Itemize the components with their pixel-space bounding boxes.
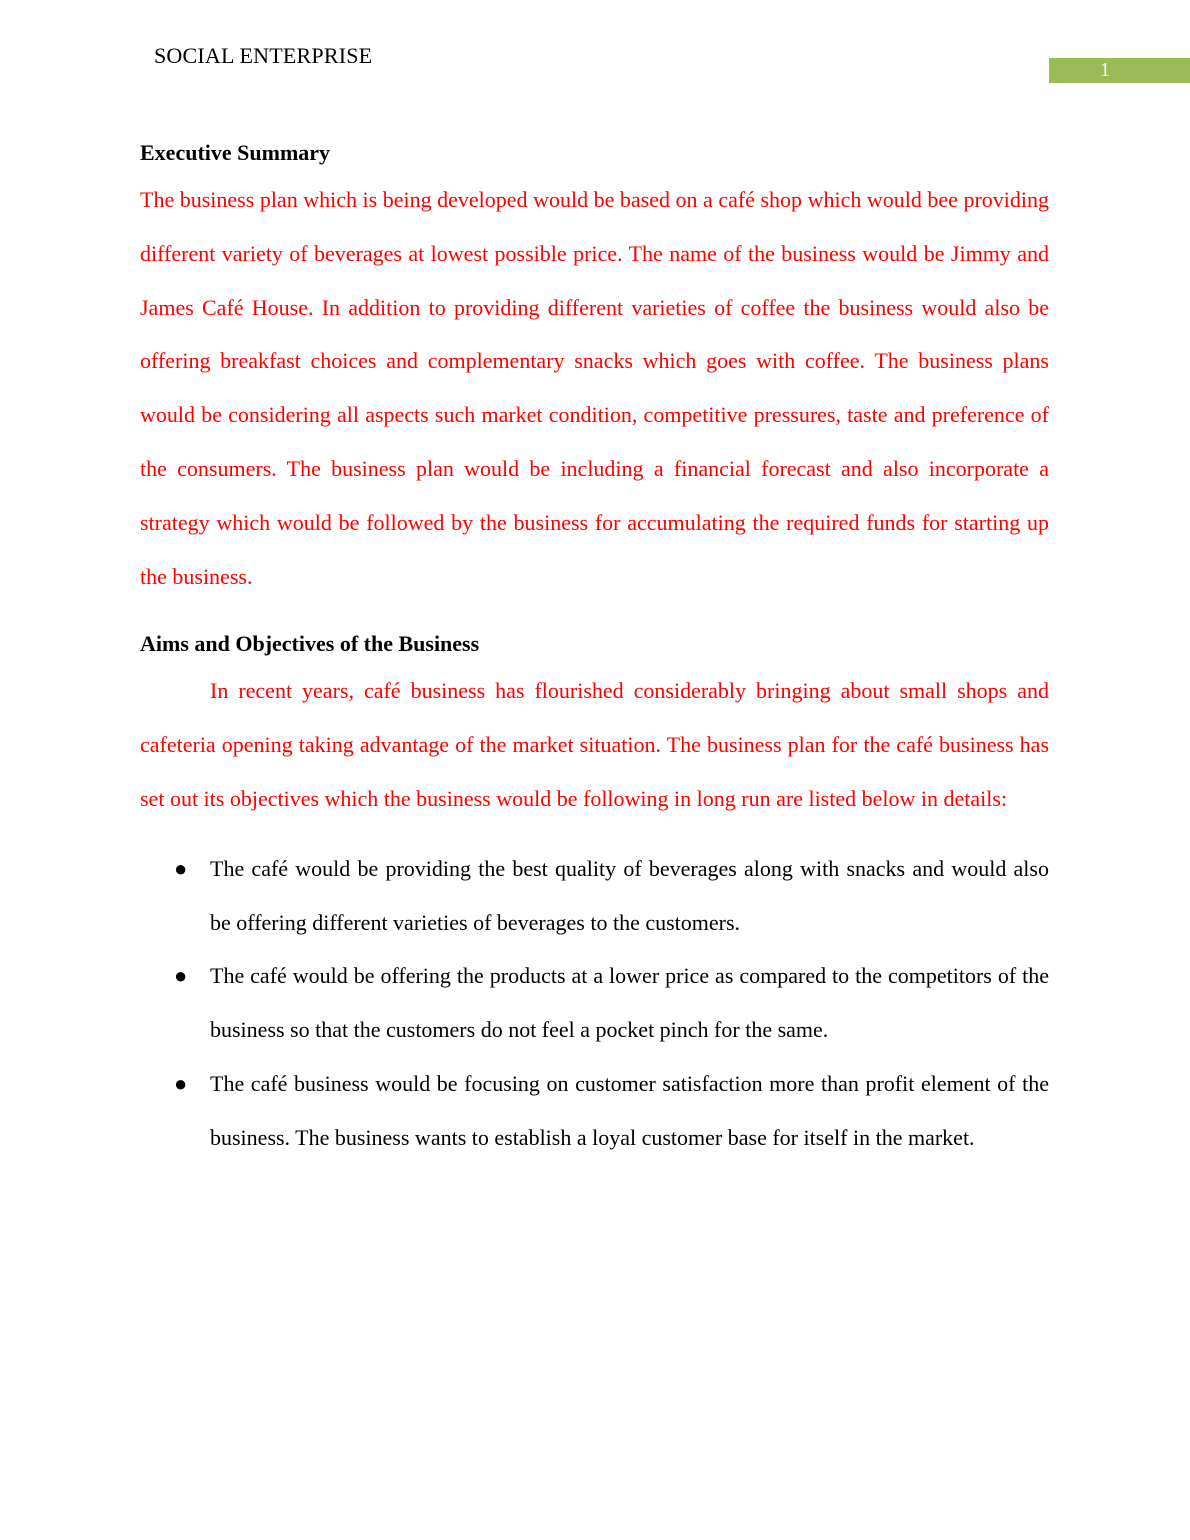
objectives-list	[140, 842, 1049, 1165]
list-item	[140, 949, 1049, 1057]
executive-summary-heading: Executive Summary	[140, 140, 331, 165]
page-number: 1	[1100, 59, 1110, 81]
aims-objectives-intro: In recent years, café business has flourished considerably bringing about small shops and cafeteria opening taking advantage of the market situation. The business plan for the café business has set out its objectives which the business would be following in long run are listed below in details:	[140, 678, 1049, 811]
list-item	[140, 1057, 1049, 1165]
objective-text: The café would be providing the best quality of beverages along with snacks and would also be offering different varieties of beverages to the customers.	[210, 855, 1049, 935]
list-item	[140, 842, 1049, 950]
aims-objectives-heading: Aims and Objectives of the Business	[140, 631, 480, 657]
bullet-icon: ●	[174, 963, 188, 989]
objective-text: The café would be offering the products at a lower price as compared to the competitors of the business so that the customers do not feel a pocket pinch for the same.	[210, 963, 1049, 1043]
bullet-icon: ●	[174, 855, 188, 881]
executive-summary-paragraph: The business plan which is being developed would be based on a café shop which would bee providing different variety of beverages at lowest possible price. The name of the business would be Jimmy and James Café House. In addition to providing different varieties of coffee the business would also be offering breakfast choices and complementary snacks which goes with coffee. The business plans would be considering all aspects such market condition, competitive pressures, taste and preference of the consumers. The business plan would be including a financial forecast and also incorporate a strategy which would be followed by the business for accumulating the required funds for starting up the business.	[140, 187, 1049, 589]
bullet-icon: ●	[174, 1070, 188, 1096]
objective-text: The café business would be focusing on customer satisfaction more than profit element of the business. The business wants to establish a loyal customer base for itself in the market.	[210, 1070, 1049, 1150]
running-head: SOCIAL ENTERPRISE	[154, 43, 373, 68]
document-body	[140, 136, 1049, 1165]
page-number-tab	[1049, 58, 1190, 83]
